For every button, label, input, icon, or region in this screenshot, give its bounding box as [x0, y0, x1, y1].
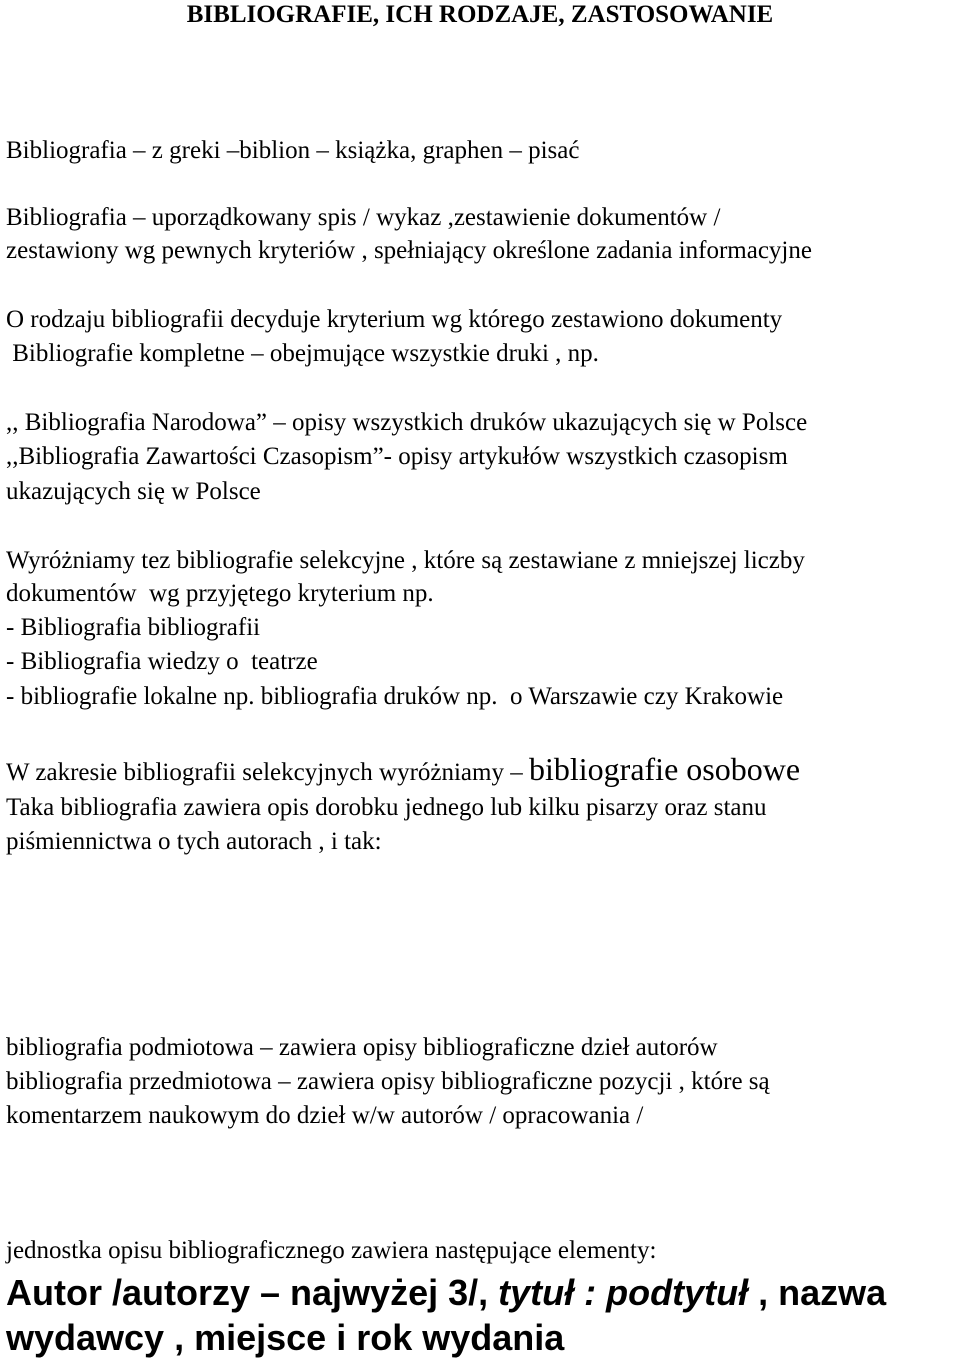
definition-line-2: zestawiony wg pewnych kryteriów , spełniający określone zadania informacyjne [6, 237, 812, 264]
personal-term: bibliografie osobowe [528, 751, 801, 787]
unit-elements-line-1 [6, 1271, 886, 1315]
unit-title-subtitle: tytuł : podtytuł [498, 1272, 749, 1313]
unit-intro: jednostka opisu bibliograficznego zawiera następujące elementy: [6, 1237, 657, 1264]
unit-elements-line-2: wydawcy , miejsce i rok wydania [6, 1317, 565, 1358]
selective-line-2: dokumentów wg przyjętego kryterium np. [6, 580, 434, 607]
personal-line-1: Taka bibliografia zawiera opis dorobku jednego lub kilku pisarzy oraz stanu [6, 794, 767, 821]
complete-example-line-3: ukazujących się w Polsce [6, 478, 261, 505]
page-title: BIBLIOGRAFIE, ICH RODZAJE, ZASTOSOWANIE [186, 1, 774, 28]
etymology-line: Bibliografia – z greki –biblion – książka, graphen – pisać [6, 137, 580, 164]
definition-line-1: Bibliografia – uporządkowany spis / wykaz ,zestawienie dokumentów / [6, 204, 721, 231]
selective-item-2: - Bibliografia wiedzy o teatrze [6, 648, 318, 675]
personal-line-2: piśmiennictwa o tych autorach , i tak: [6, 828, 382, 855]
selective-item-3: - bibliografie lokalne np. bibliografia druków np. o Warszawie czy Krakowie [6, 683, 784, 710]
types-intro-line-2: Bibliografie kompletne – obejmujące wszystkie druki , np. [6, 340, 599, 367]
types-intro-line-1: O rodzaju bibliografii decyduje kryterium wg którego zestawiono dokumenty [6, 306, 783, 333]
complete-example-line-2: ,,Bibliografia Zawartości Czasopism”- opisy artykułów wszystkich czasopism [6, 443, 788, 470]
subject-line-3: komentarzem naukowym do dzieł w/w autorów / opracowania / [6, 1102, 644, 1129]
subject-line-2: bibliografia przedmiotowa – zawiera opisy bibliograficzne pozycji , które są [6, 1068, 770, 1095]
subject-line-1: bibliografia podmiotowa – zawiera opisy bibliograficzne dzieł autorów [6, 1034, 718, 1061]
personal-lead: W zakresie bibliografii selekcyjnych wyróżniamy – [6, 759, 529, 786]
unit-publisher: , nazwa [748, 1272, 887, 1313]
unit-author: Autor /autorzy – najwyżej 3/, [6, 1272, 499, 1313]
selective-item-1: - Bibliografia bibliografii [6, 614, 261, 641]
personal-lead-line [6, 751, 800, 792]
selective-line-1: Wyróżniamy tez bibliografie selekcyjne , które są zestawiane z mniejszej liczby [6, 547, 805, 574]
complete-example-line-1: ,, Bibliografia Narodowa” – opisy wszystkich druków ukazujących się w Polsce [6, 409, 808, 436]
